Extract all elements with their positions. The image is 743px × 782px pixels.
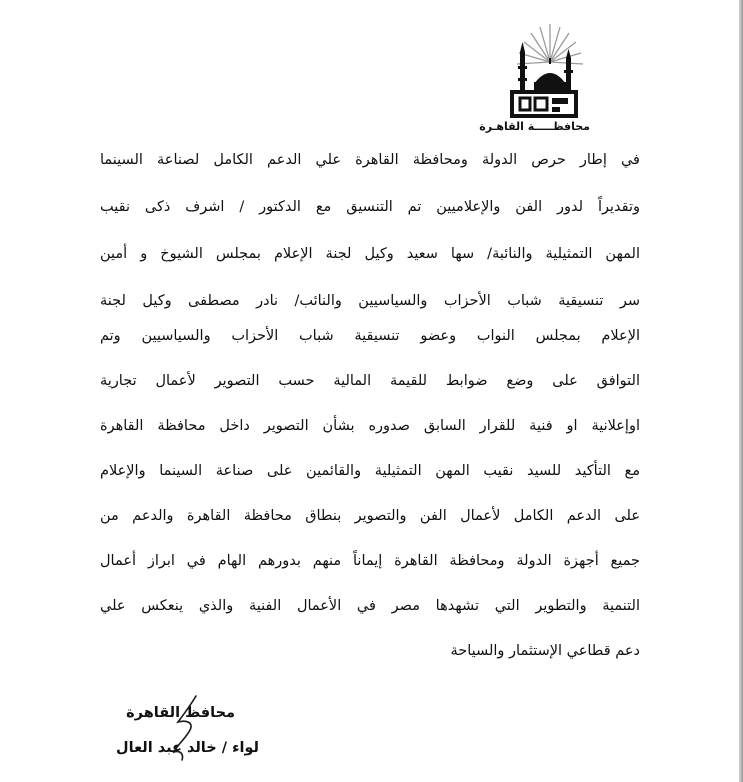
body-line: سر تنسيقية شباب الأحزاب والسياسيين والنائب/ نادر مصطفى وكيل لجنة [100,293,640,309]
cairo-governorate-logo [479,18,590,142]
signatory-name: لواء / خالد عبد العال [116,740,259,756]
body-line: في إطار حرص الدولة ومحافظة القاهرة علي الدعم الكامل لصناعة السينما [100,152,640,168]
body-line: التوافق على وضع ضوابط للقيمة المالية حسب التصوير لأعمال تجارية [100,373,640,389]
body-line: على الدعم الكامل لأعمال الفن والتصوير بنطاق محافظة القاهرة والدعم من [100,508,640,524]
mosque-emblem-icon [498,18,590,122]
body-line: دعم قطاعي الإستثمار والسياحة [450,643,640,659]
body-line: جميع أجهزة الدولة ومحافظة القاهرة إيماناً منهم بدورهم الهام في ابراز أعمال [100,553,640,569]
body-line: المهن التمثيلية والنائبة/ سها سعيد وكيل لجنة الإعلام بمجلس الشيوخ و أمين [100,246,640,262]
signatory-title: محافظ القاهرة [126,705,235,721]
logo-caption: محافظـــــة القاهـرة [479,120,590,133]
body-line: الإعلام بمجلس النواب وعضو تنسيقية شباب الأحزاب والسياسيين وتم [100,328,640,344]
page-edge [739,0,743,782]
body-line: التنمية والتطوير التي تشهدها مصر في الأعمال الفنية والذي ينعكس علي [100,598,640,614]
body-line: وتقديراً لدور الفن والإعلاميين تم التنسيق مع الدكتور / اشرف ذكى نقيب [100,199,640,215]
body-line: مع التأكيد للسيد نقيب المهن التمثيلية والقائمين على صناعة السينما والإعلام [100,463,640,479]
body-line: اوإعلانية او فنية للقرار السابق صدوره بشأن التصوير داخل محافظة القاهرة [100,418,640,434]
handwritten-signature [160,692,210,762]
